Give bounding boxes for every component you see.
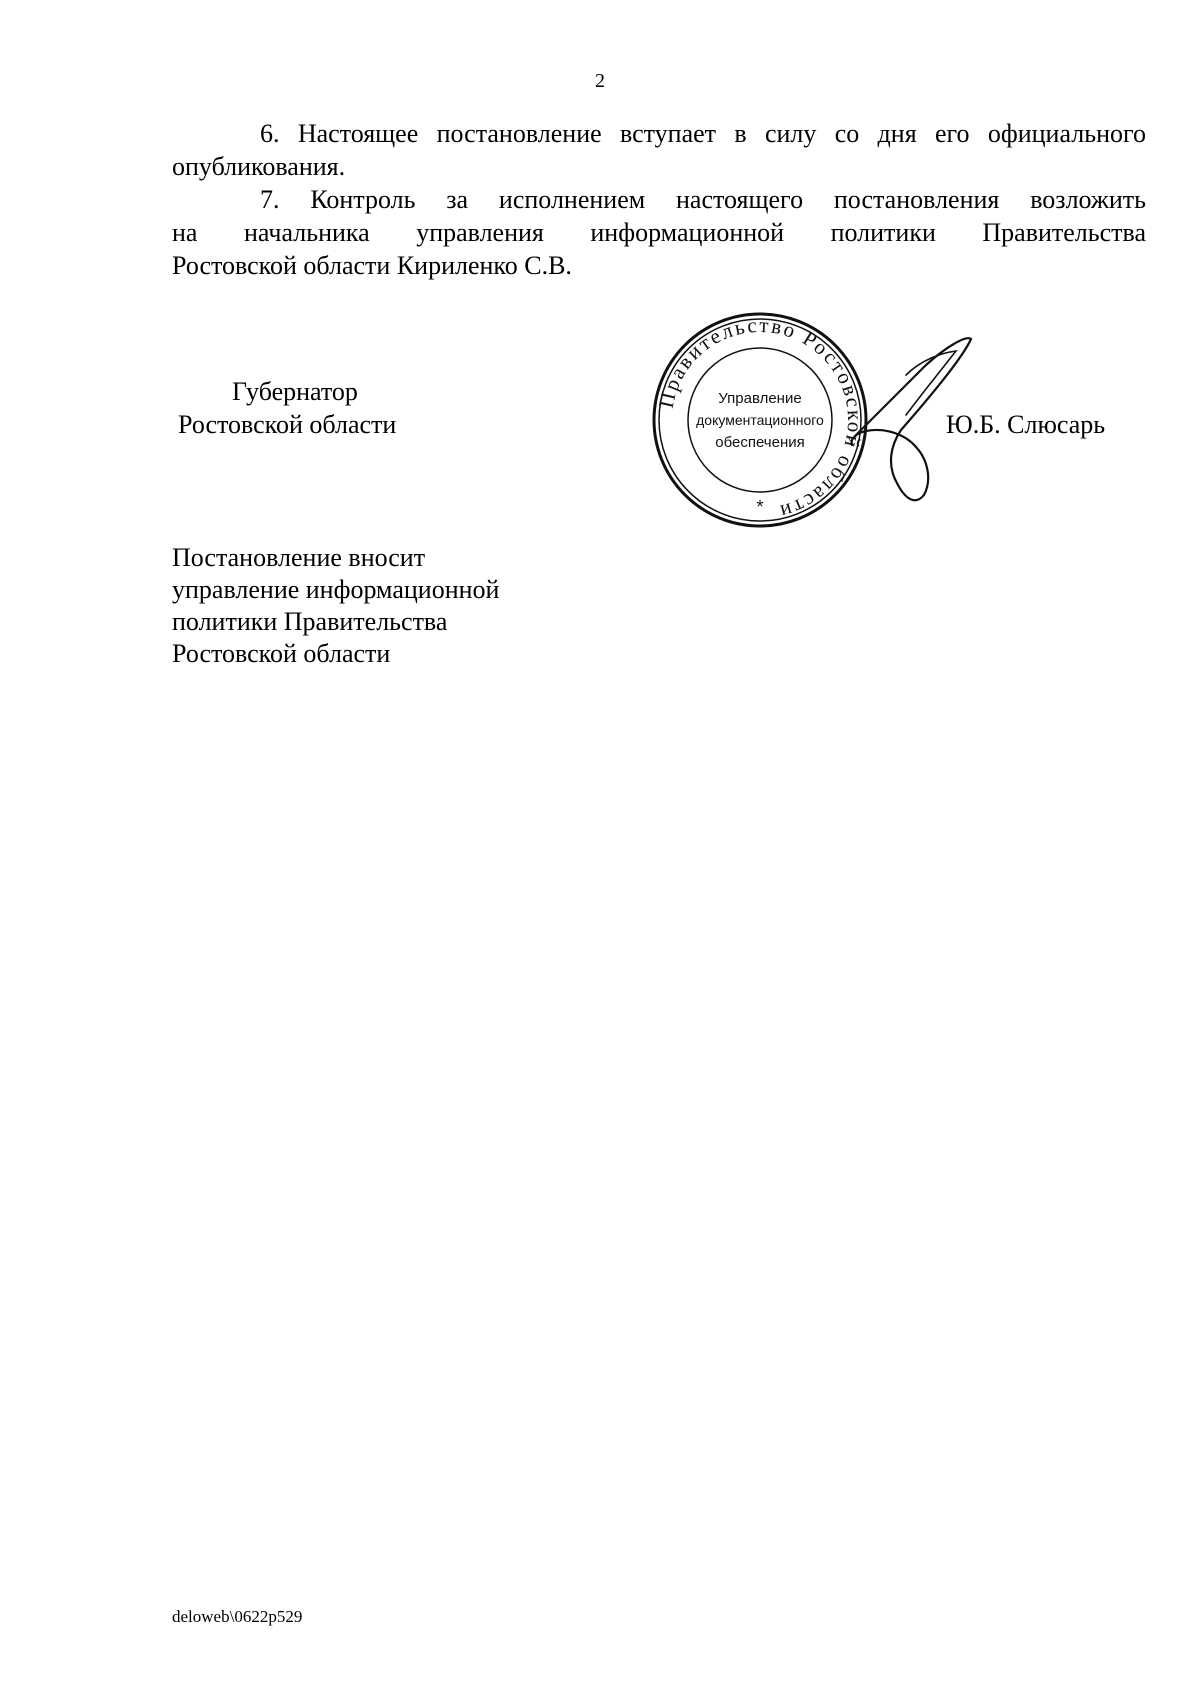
paragraph-7-line-1: 7. Контроль за исполнением настоящего постановления возложить (260, 185, 1146, 214)
paragraph-6-line-2: опубликования. (172, 152, 346, 181)
paragraph-7 (172, 183, 1146, 282)
submitter-line-3: политики Правительства (172, 607, 448, 636)
seal-star: * (756, 497, 764, 517)
seal-inner-line-2: документационного (696, 412, 824, 428)
signatory-title-line-1: Губернатор (232, 377, 358, 406)
page-number: 2 (595, 70, 605, 92)
submitter-line-4: Ростовской области (172, 639, 391, 668)
submitter-line-2: управление информационной (172, 575, 500, 604)
seal-outer-text: Правительство Ростовской области (653, 312, 868, 525)
submitter-line-1: Постановление вносит (172, 543, 426, 572)
signatory-title-line-2: Ростовской области (178, 410, 397, 439)
seal-inner-line-3: обеспечения (715, 434, 805, 451)
paragraph-6 (172, 117, 1146, 183)
signer-name: Ю.Б. Слюсарь (946, 410, 1106, 439)
paragraph-7-line-2: на начальника управления информационной политики Правительства (172, 218, 1146, 247)
paragraph-7-line-3: Ростовской области Кириленко С.В. (172, 251, 572, 280)
seal-inner-line-1: Управление (718, 390, 802, 407)
official-seal (650, 310, 870, 530)
submitter-block (172, 542, 499, 670)
document-code: deloweb\0622p529 (172, 1607, 303, 1626)
paragraph-6-line-1: 6. Настоящее постановление вступает в силу со дня его официального (260, 119, 1146, 148)
signatory-title (178, 375, 396, 441)
